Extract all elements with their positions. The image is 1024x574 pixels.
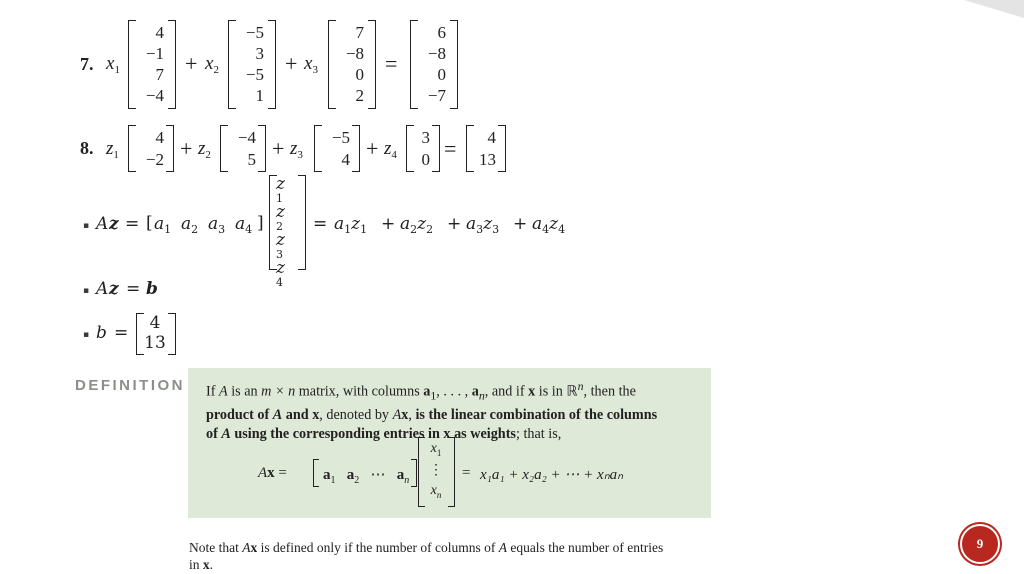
result-column: 6 −8 0 −7	[427, 23, 446, 105]
right-bracket	[166, 125, 174, 172]
vector-z-column: z 1 z 2 z 3 z 4	[276, 174, 285, 289]
left-bracket	[220, 125, 228, 172]
plus-sign: +	[366, 136, 379, 161]
vector-b-symbol: b	[96, 323, 107, 343]
matrix-column-4: 3 0	[421, 127, 430, 169]
vector-b-column: 4 13	[144, 312, 166, 353]
left-bracket	[328, 20, 336, 109]
left-bracket	[410, 20, 418, 109]
plus-sign: +	[185, 51, 198, 76]
result-column: 4 13	[479, 127, 496, 169]
page-number-badge: 9	[960, 524, 1000, 564]
right-bracket	[168, 313, 176, 355]
vector-z-symbol: z	[109, 279, 119, 299]
matrix-column-3: −5 4	[331, 127, 350, 169]
matrix-column-1: 4 −2	[145, 127, 164, 169]
problem-number: 8.	[80, 138, 94, 158]
right-bracket	[498, 125, 506, 172]
formula-vector-x: $x_1$ ⋮ $x_n$	[429, 441, 443, 500]
right-bracket	[168, 20, 176, 109]
left-bracket	[128, 125, 136, 172]
matrix-a-symbol: A	[96, 279, 109, 299]
left-bracket	[228, 20, 236, 109]
term-a1z1: $a_1z_1$	[334, 214, 368, 236]
formula-lhs: Ax =	[258, 465, 287, 481]
right-bracket	[411, 459, 417, 487]
equals-sign: =	[444, 136, 457, 161]
term-a3z3: $a_3z_3$	[466, 214, 500, 236]
right-bracket	[448, 437, 455, 507]
formula-eq: =	[462, 465, 471, 481]
plus-sign: +	[180, 136, 193, 161]
plus-sign: +	[447, 214, 462, 234]
column-a1: $a_1$	[154, 214, 172, 236]
coefficient-z4: $z_4$	[384, 138, 397, 161]
bullet-marker: ▪	[83, 286, 90, 296]
plus-sign: +	[272, 136, 285, 161]
column-a3: $a_3$	[208, 214, 226, 236]
left-bracket	[313, 459, 319, 487]
term-a4z4: $a_4z_4$	[532, 214, 566, 236]
definition-label: DEFINITION	[75, 377, 185, 394]
column-a4: $a_4$	[235, 214, 253, 236]
coefficient-x3: $x_3$	[304, 53, 318, 76]
plus-sign: +	[513, 214, 528, 234]
left-bracket	[128, 20, 136, 109]
coefficient-x1: $x_1$	[106, 53, 120, 76]
right-bracket	[298, 175, 306, 270]
right-bracket	[268, 20, 276, 109]
definition-text: If A is an m × n matrix, with columns $a_1$, . . . , $a_n$, and if x is in ℝ$^n$, then the product of A and x, denoted by Ax, is the linear combination of the columns of A using the corresponding entries in x as weights; that is,	[206, 379, 658, 442]
left-bracket	[314, 125, 322, 172]
equals-sign: =	[385, 51, 398, 76]
matrix-column-2: −5 3 −5 1	[245, 23, 264, 105]
right-bracket	[352, 125, 360, 172]
left-bracket	[418, 437, 425, 507]
matrix-a-symbol: A	[96, 214, 109, 234]
formula-column-list: $a_1$ $a_2$ ⋯ $a_n$	[323, 467, 410, 486]
equals-sign: =	[126, 279, 141, 299]
coefficient-z1: $z_1$	[106, 138, 119, 161]
plus-sign: +	[285, 51, 298, 76]
corner-decoration	[964, 0, 1024, 18]
right-bracket	[450, 20, 458, 109]
close-bracket: ]	[257, 213, 264, 233]
matrix-column-2: −4 5	[237, 127, 256, 169]
vector-b-symbol: b	[146, 279, 158, 299]
right-bracket	[432, 125, 440, 172]
right-bracket	[368, 20, 376, 109]
coefficient-x2: $x_2$	[205, 53, 219, 76]
equals-sign: =	[313, 214, 328, 234]
problem-number: 7.	[80, 54, 94, 74]
column-a2: $a_2$	[181, 214, 199, 236]
coefficient-z3: $z_3$	[290, 138, 303, 161]
note-text: Note that Ax is defined only if the number of columns of A equals the number of entries in x.	[189, 540, 664, 572]
vector-z-symbol: z	[109, 214, 119, 234]
term-a2z2: $a_2z_2$	[400, 214, 434, 236]
open-bracket: [	[146, 213, 153, 233]
definition-box	[188, 368, 711, 518]
coefficient-z2: $z_2$	[198, 138, 211, 161]
bullet-marker: ▪	[83, 330, 90, 340]
plus-sign: +	[381, 214, 396, 234]
matrix-column-3: 7 −8 0 2	[345, 23, 364, 105]
right-bracket	[258, 125, 266, 172]
equals-sign: =	[125, 214, 140, 234]
equals-sign: =	[114, 323, 129, 343]
formula-rhs: x₁a₁ + x₂a₂ + ⋯ + xₙaₙ	[480, 467, 624, 483]
matrix-column-1: 4 −1 7 −4	[145, 23, 164, 105]
bullet-marker: ▪	[83, 221, 90, 231]
